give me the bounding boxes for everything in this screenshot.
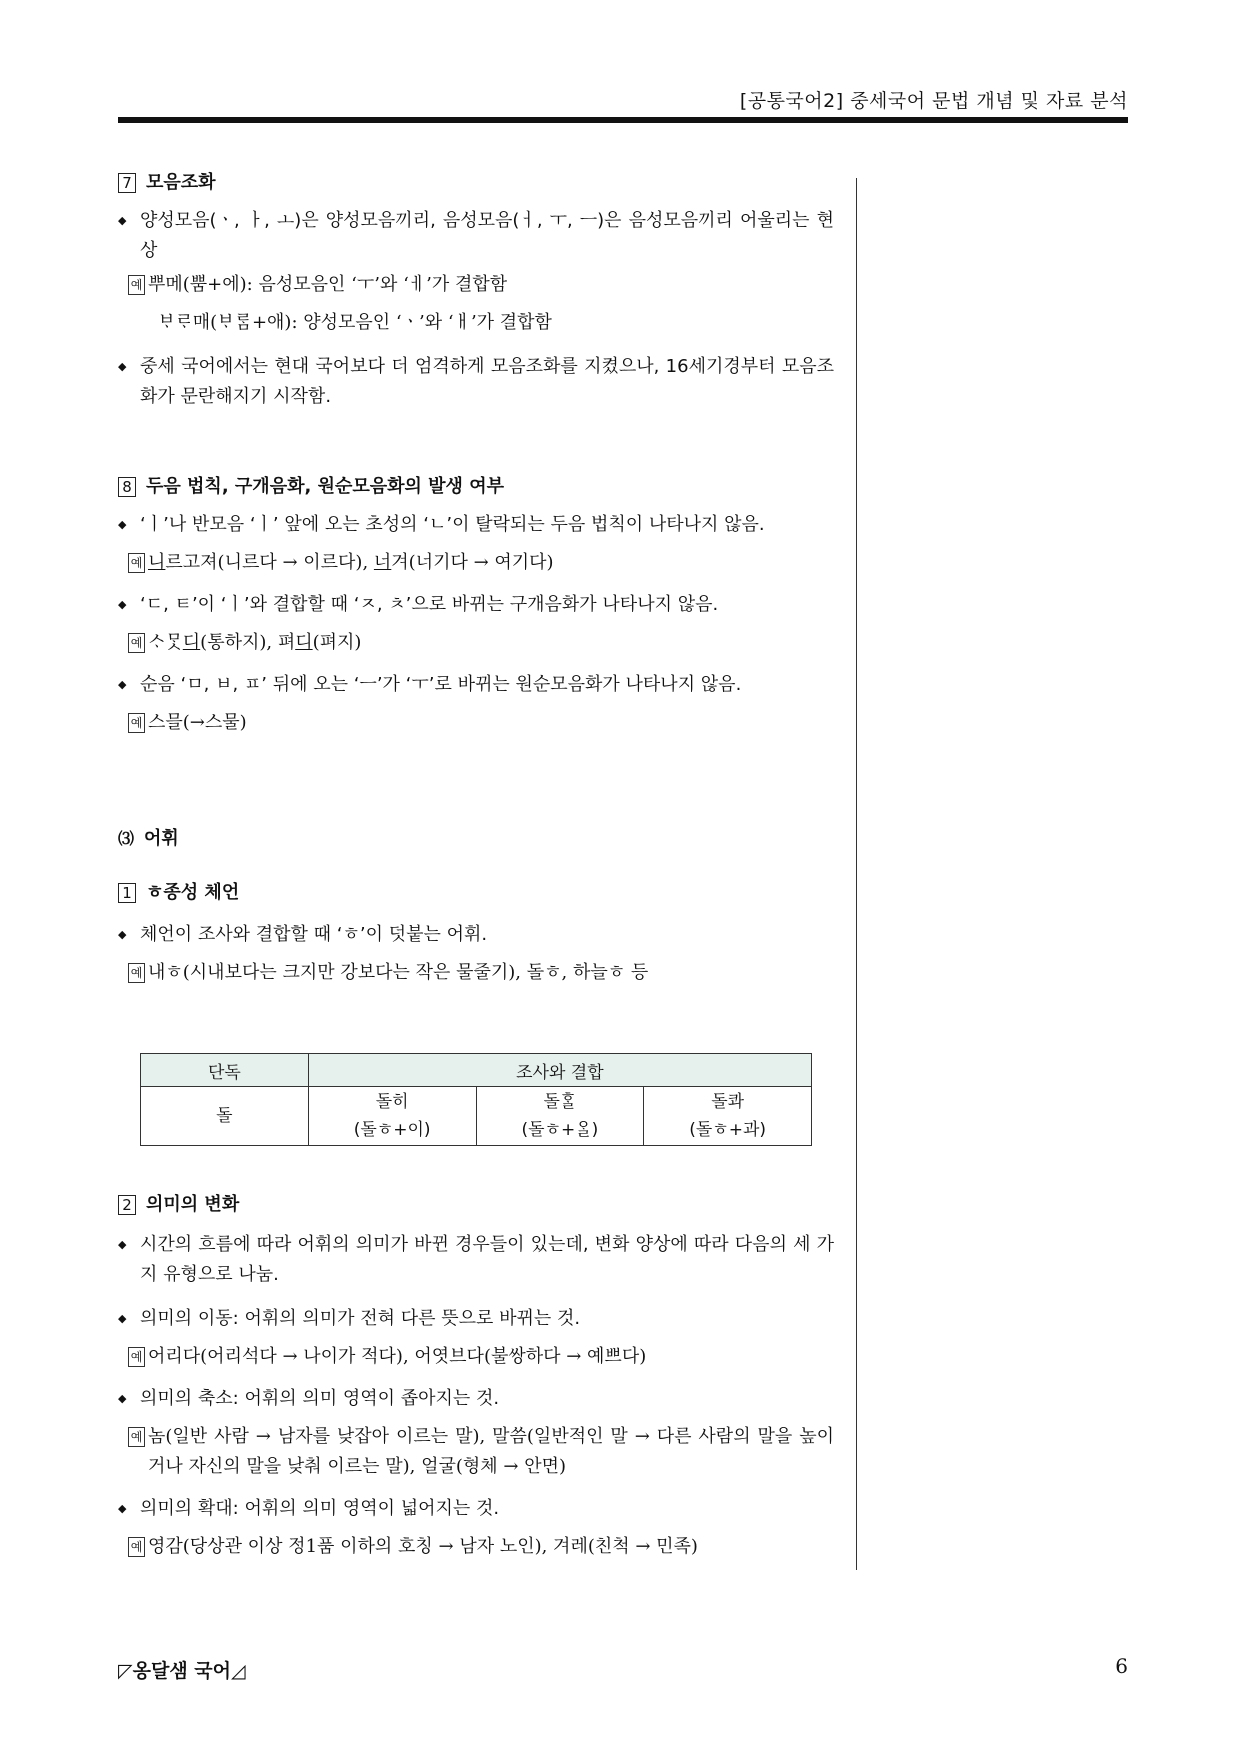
cell-form: 돌콰 xyxy=(711,1092,745,1112)
example-text: (펴지) xyxy=(312,632,362,653)
example-text: ᄉᆞᄆᆞᆺ xyxy=(148,632,183,653)
table-header-cell: 단독 xyxy=(141,1054,309,1087)
example-line xyxy=(118,548,834,578)
underlined-syllable: 너 xyxy=(373,552,392,573)
example-text: 스믈(→스물) xyxy=(148,712,247,733)
header-title: [공통국어2] 중세국어 문법 개념 및 자료 분석 xyxy=(739,90,1128,112)
section-heading-2 xyxy=(118,1190,239,1220)
underlined-syllable: 디 xyxy=(182,632,201,653)
section-number-box: 8 xyxy=(118,477,136,497)
bullet-item: ◆ ‘ㅣ’나 반모음 ‘ㅣ’ 앞에 오는 초성의 ‘ㄴ’이 탈락되는 두음 법칙이 나타나지 않음. xyxy=(118,510,834,540)
example-text: (통하지), 펴 xyxy=(200,632,296,653)
example-marker: 예 xyxy=(128,633,145,653)
example-line xyxy=(118,708,834,738)
bullet-item: ◆ 양성모음(ㆍ, ㅏ, ㅗ)은 양성모음끼리, 음성모음(ㅓ, ㅜ, ㅡ)은 음성모음끼리 어울리는 현상 xyxy=(118,206,834,266)
table-header-row xyxy=(141,1054,812,1087)
section-heading-7 xyxy=(118,168,834,198)
section-number-box: 2 xyxy=(118,1195,136,1215)
example-marker: 예 xyxy=(128,1347,145,1367)
bullet-item: ◆ 중세 국어에서는 현대 국어보다 더 엄격하게 모음조화를 지켰으나, 16세기경부터 모음조화가 문란해지기 시작함. xyxy=(118,352,834,412)
underlined-syllable: 니 xyxy=(148,552,166,573)
section-heading-1 xyxy=(118,878,834,908)
section-heading-8 xyxy=(118,472,834,502)
table-cell-base: 돌 xyxy=(141,1087,309,1146)
cell-form: 돌히 xyxy=(375,1092,409,1112)
example-continuation: ᄇᆞᄅᆞ매(ᄇᆞᄅᆞᆷ+애): 양성모음인 ‘ㆍ’와 ‘ㅐ’가 결합함 xyxy=(158,312,552,333)
page-number: 6 xyxy=(1115,1654,1128,1678)
column-divider xyxy=(856,178,857,1570)
subsection-heading xyxy=(118,824,834,854)
bullet-item: ◆ 체언이 조사와 결합할 때 ‘ㅎ’이 덧붙는 어휘. xyxy=(118,920,834,950)
example-line xyxy=(118,1342,834,1372)
example-text: 놈(일반 사람 → 남자를 낮잡아 이르는 말), 말씀(일반적인 말 → 다른 사람의 말을 높이거나 자신의 말을 낮춰 이르는 말), 얼굴(형체 → 안면) xyxy=(148,1426,834,1477)
table-cell xyxy=(476,1087,644,1146)
table-cell xyxy=(644,1087,812,1146)
table-row xyxy=(141,1087,812,1146)
cell-form: 돌ᄒᆞᆯ xyxy=(543,1092,577,1112)
section-2-body xyxy=(118,1230,834,1562)
example-marker: 예 xyxy=(128,275,145,295)
bullet-item: ◆ 의미의 확대: 어휘의 의미 영역이 넓어지는 것. xyxy=(118,1494,834,1524)
bullet-item: ◆ 순음 ‘ㅁ, ㅂ, ㅍ’ 뒤에 오는 ‘ㅡ’가 ‘ㅜ’로 바뀌는 원순모음화가 나타나지 않음. xyxy=(118,670,834,700)
section-title: 두음 법칙, 구개음화, 원순모음화의 발생 여부 xyxy=(146,476,504,497)
section-title: 모음조화 xyxy=(146,172,216,193)
example-marker: 예 xyxy=(128,1537,145,1557)
cell-analysis: (돌ㅎ+과) xyxy=(689,1120,767,1140)
example-text: 어리다(어리석다 → 나이가 적다), 어엿브다(불쌍하다 → 예쁘다) xyxy=(148,1346,647,1367)
table-cell xyxy=(308,1087,476,1146)
example-text: 영감(당상관 이상 정1품 이하의 호칭 → 남자 노인), 겨레(친척 → 민족) xyxy=(148,1536,698,1557)
subsection-number: ⑶ xyxy=(118,829,135,848)
underlined-syllable: 디 xyxy=(295,632,313,653)
bullet-item: ◆ 의미의 이동: 어휘의 의미가 전혀 다른 뜻으로 바뀌는 것. xyxy=(118,1304,834,1334)
example-line xyxy=(118,958,834,988)
header-rule xyxy=(118,117,1128,123)
h-final-noun-table xyxy=(140,1053,812,1146)
example-text: 뿌메(뿜+에): 음성모음인 ‘ㅜ’와 ‘ㅔ’가 결합함 xyxy=(148,274,508,295)
cell-analysis: (돌ㅎ+ᄋᆞᆯ) xyxy=(521,1120,599,1140)
section-title: 의미의 변화 xyxy=(146,1194,240,1215)
example-text: 내ㅎ(시내보다는 크지만 강보다는 작은 물줄기), 돌ㅎ, 하늘ㅎ 등 xyxy=(148,962,649,983)
footer-brand: ◸옹달샘 국어◿ xyxy=(118,1660,246,1682)
section-title: ㅎ종성 체언 xyxy=(146,882,240,903)
subsection-title: 어휘 xyxy=(144,828,179,849)
example-line xyxy=(118,270,834,300)
example-line xyxy=(118,1422,834,1482)
example-line xyxy=(118,1532,834,1562)
section-number-box: 1 xyxy=(118,883,136,903)
example-marker: 예 xyxy=(128,963,145,983)
bullet-item: ◆ 의미의 축소: 어휘의 의미 영역이 좁아지는 것. xyxy=(118,1384,834,1414)
example-line xyxy=(118,628,834,658)
bullet-item: ◆ 시간의 흐름에 따라 어휘의 의미가 바뀐 경우들이 있는데, 변화 양상에 따라 다음의 세 가지 유형으로 나눔. xyxy=(118,1230,834,1290)
example-marker: 예 xyxy=(128,1427,145,1447)
section-number-box: 7 xyxy=(118,173,136,193)
example-text: 겨(너기다 → 여기다) xyxy=(391,552,554,573)
cell-analysis: (돌ㅎ+이) xyxy=(353,1120,431,1140)
example-marker: 예 xyxy=(128,713,145,733)
table-header-cell: 조사와 결합 xyxy=(308,1054,811,1087)
example-marker: 예 xyxy=(128,553,145,573)
bullet-item: ◆ ‘ㄷ, ㅌ’이 ‘ㅣ’와 결합할 때 ‘ㅈ, ㅊ’으로 바뀌는 구개음화가 나타나지 않음. xyxy=(118,590,834,620)
example-text: 르고져(니르다 → 이르다), xyxy=(165,552,374,573)
